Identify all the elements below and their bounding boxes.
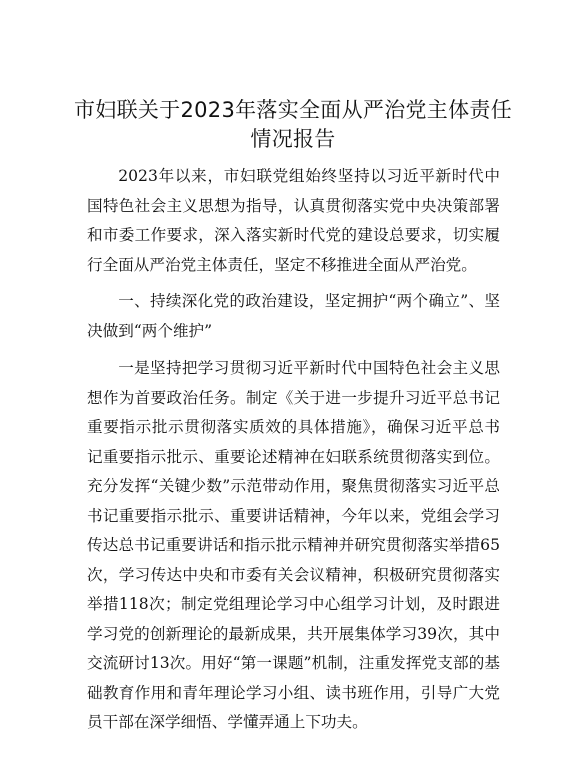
intro-paragraph: 2023年以来，市妇联党组始终坚持以习近平新时代中国特色社会主义思想为指导，认真贯彻落实党中央决策部署和市委工作要求，深入落实新时代党的建设总要求，切实履行全面从严治党主体责任，坚定不移推进全面从严治党。 xyxy=(87,167,500,274)
section-1-paragraph-1: 一是坚持把学习贯彻习近平新时代中国特色社会主义思想作为首要政治任务。制定《关于进一步提升习近平总书记重要指示批示贯彻落实质效的具体措施》，确保习近平总书记重要指示批示、重要论述精神在妇联系统贯彻落实到位。充分发挥“关键少数”示范带动作用，聚焦贯彻落实习近平总书记重要指示批示、重要讲话精神，今年以来，党组会学习传达总书记重要讲话和指示批示精神并研究贯彻落实举措65次，学习传达中央和市委有关会议精神，积极研究贯彻落实举措118次；制定党组理论学习中心组学习计划，及时跟进学习党的创新理论的最新成果，共开展集体学习39次，其中交流研讨13次。用好“第一课题”机制，注重发挥党支部的基础教育作用和青年理论学习小组、读书班作用，引导广大党员干部在深学细悟、学懂弄通上下功夫。 xyxy=(87,359,500,731)
document-title: 市妇联关于2023年落实全面从严治党主体责任情况报告 xyxy=(73,98,513,151)
document-body xyxy=(87,162,500,738)
section-1-heading: 一、持续深化党的政治建设，坚定拥护“两个确立”、坚决做到“两个维护” xyxy=(87,292,500,340)
